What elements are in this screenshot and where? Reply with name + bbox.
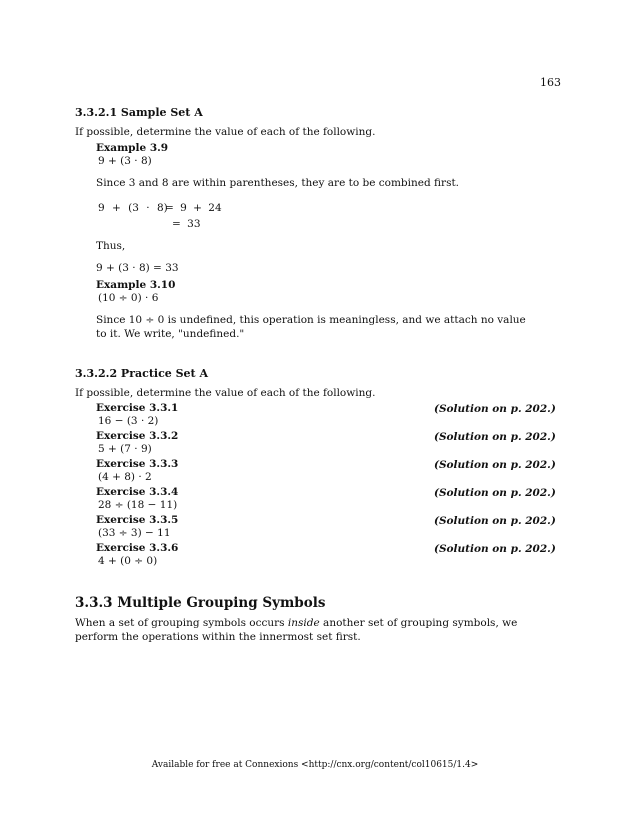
paragraph-emphasis: inside [287, 617, 320, 629]
example-3-10-title-text: Example 3.10 [96, 279, 176, 291]
paragraph-text-after: another set of grouping symbols, we perform the operations within the innermost set first. [75, 617, 518, 643]
section-heading: 3.3.3 Multiple Grouping Symbols [75, 595, 326, 611]
page-number: 163 [540, 76, 561, 89]
solution-link[interactable]: (Solution on p. 202.) [434, 431, 556, 443]
exercise-title: Exercise 3.3.5 [96, 514, 179, 526]
exercise-expr: 28 ÷ (18 − 11) [98, 499, 178, 511]
solution-link[interactable]: (Solution on p. 202.) [434, 403, 556, 415]
exercise-title: Exercise 3.3.2 [96, 430, 179, 442]
exercise-expr: 16 − (3 · 2) [98, 415, 159, 427]
sample-set-heading: 3.3.2.1 Sample Set A [75, 106, 203, 119]
paragraph-text-before: When a set of grouping symbols occurs [75, 617, 288, 629]
practice-set-heading: 3.3.2.2 Practice Set A [75, 367, 208, 380]
exercise-expr: 4 + (0 ÷ 0) [98, 555, 158, 567]
exercise-title: Exercise 3.3.6 [96, 542, 179, 554]
sample-set-intro: If possible, determine the value of each of the following. [75, 126, 376, 138]
example-3-9-title: Example 3.9 [96, 142, 169, 154]
exercise-expr: 5 + (7 · 9) [98, 443, 152, 455]
exercise-title: Exercise 3.3.3 [96, 458, 179, 470]
solution-link[interactable]: (Solution on p. 202.) [434, 459, 556, 471]
equation-rhs-2: = 33 [172, 218, 201, 230]
equation-rhs-1: = 9 + 24 [165, 202, 222, 214]
example-3-10-note: Since 10 ÷ 0 is undefined, this operation is meaningless, and we attach no value to it. We write, "undefined." [96, 314, 526, 340]
practice-set-intro: If possible, determine the value of each of the following. [75, 387, 376, 399]
solution-link[interactable]: (Solution on p. 202.) [434, 487, 556, 499]
example-3-10-expr: (10 ÷ 0) · 6 [98, 292, 159, 304]
section-paragraph [75, 616, 555, 644]
exercise-expr: (4 + 8) · 2 [98, 471, 152, 483]
exercise-title: Exercise 3.3.4 [96, 486, 179, 498]
footer-note: Available for free at Connexions <http://cnx.org/content/col10615/1.4> [151, 760, 479, 770]
solution-link[interactable]: (Solution on p. 202.) [434, 515, 556, 527]
solution-link[interactable]: (Solution on p. 202.) [434, 543, 556, 555]
equation-lhs: 9 + (3 · 8) [98, 202, 168, 214]
example-3-9-note: Since 3 and 8 are within parentheses, they are to be combined first. [96, 177, 460, 189]
example-3-9-result: 9 + (3 · 8) = 33 [96, 262, 179, 274]
exercise-expr: (33 ÷ 3) − 11 [98, 527, 171, 539]
example-3-9-expr: 9 + (3 · 8) [98, 155, 152, 167]
thus-label: Thus, [96, 240, 126, 252]
exercise-title: Exercise 3.3.1 [96, 402, 179, 414]
